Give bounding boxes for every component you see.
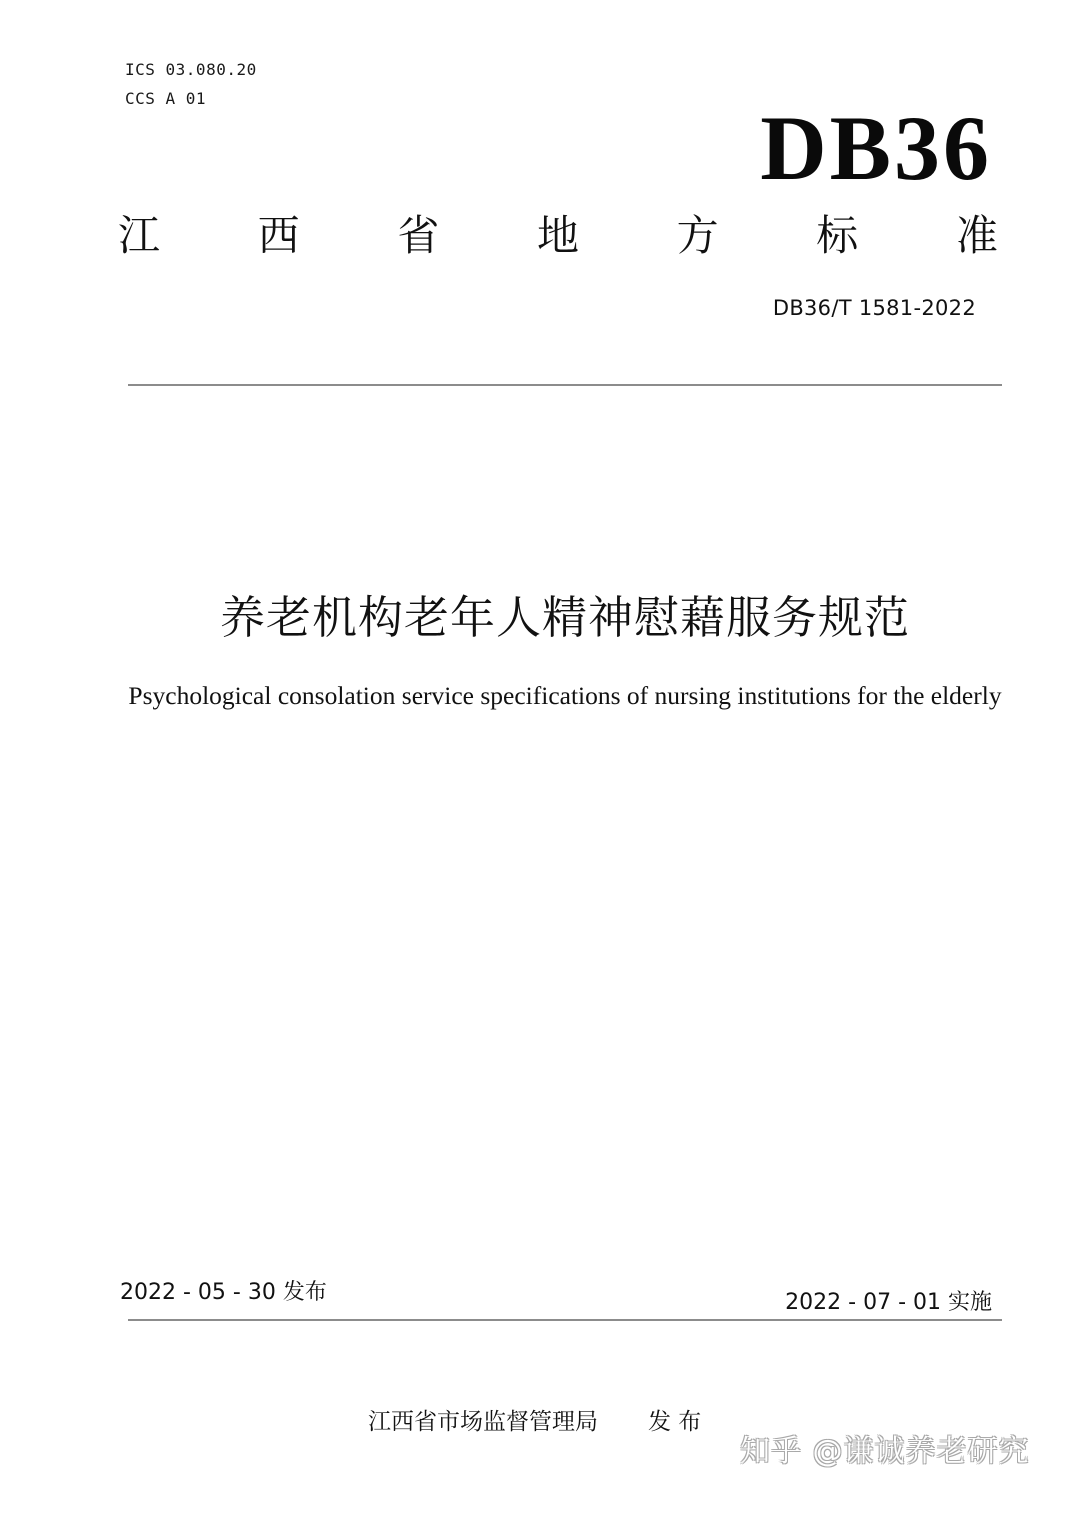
standard-type-char: 方 (676, 211, 719, 260)
standard-type-char: 地 (536, 211, 579, 260)
ccs-code: CCS A 01 (125, 89, 207, 108)
standard-mark: DB36 (760, 97, 992, 199)
classification-codes (125, 55, 257, 113)
publisher-action: 发 布 (648, 1409, 702, 1435)
implementation-date: 2022 - 07 - 01 实施 (785, 1290, 992, 1315)
standard-type-char: 准 (955, 211, 998, 260)
standard-type-char: 标 (816, 211, 859, 260)
header-divider (128, 384, 1002, 386)
standard-number: DB36/T 1581-2022 (772, 296, 976, 320)
ics-code: ICS 03.080.20 (125, 60, 257, 79)
issue-date: 2022 - 05 - 30 发布 (120, 1280, 327, 1305)
watermark: 知乎 @谦诚养老研究 (740, 1434, 1030, 1469)
publisher-line (368, 1406, 701, 1438)
document-title-chinese: 养老机构老年人精神慰藉服务规范 (219, 591, 910, 644)
standard-type-char: 省 (397, 211, 440, 260)
standard-type-char: 江 (118, 211, 161, 260)
publisher-name: 江西省市场监督管理局 (368, 1409, 598, 1435)
standard-type-heading (118, 208, 998, 264)
footer-divider (128, 1319, 1002, 1321)
standard-type-char: 西 (257, 211, 300, 260)
document-title-english: Psychological consolation service specifications of nursing institutions for the elderly (128, 681, 1002, 710)
